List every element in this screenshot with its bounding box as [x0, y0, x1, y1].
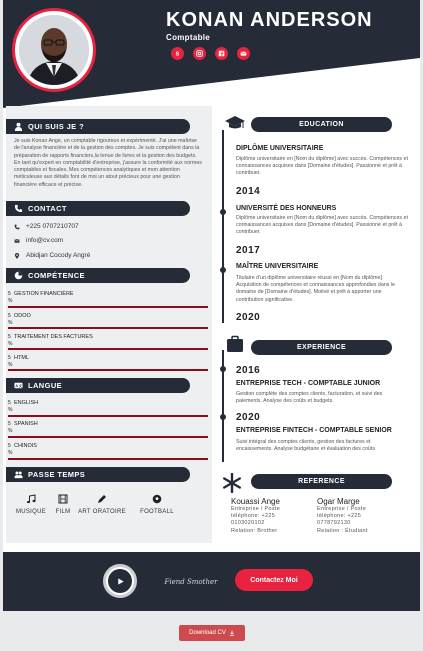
experience-description: Gestion complète des comptes clients, facturation, et suivi des paiements. Analyse des coûts et budgets. [236, 391, 383, 405]
language-bar-fill [8, 458, 208, 460]
hobbies-section-header [6, 467, 190, 482]
contact-email-row [14, 237, 63, 244]
reference-item [231, 497, 321, 535]
hobby-label: ART ORATOIRE [78, 509, 126, 515]
skill-bar [8, 348, 208, 350]
reference-name: Ogar Marge [317, 497, 360, 506]
svg-text:A: A [15, 384, 19, 389]
language-item [8, 400, 208, 413]
reference-position: Entreprise / Poste [317, 506, 367, 512]
asterisk-icon [222, 473, 242, 491]
phone-icon [14, 223, 21, 230]
education-header: EDUCATION [251, 117, 392, 132]
contact-address-row [14, 252, 90, 259]
hobby-label: MUSIQUE [15, 509, 47, 515]
reference-header: REFERENCE [251, 474, 392, 489]
footer [3, 552, 420, 611]
education-year: 2014 [236, 186, 261, 197]
person-role: Comptable [166, 33, 211, 42]
skill-bar-fill [8, 327, 208, 329]
download-cv-button[interactable] [179, 625, 245, 641]
reference-name: Kouassi Ange [231, 497, 280, 506]
experience-header: EXPERIENCE [251, 340, 392, 355]
reference-phone: 0103020102 [231, 520, 265, 527]
experience-title: ENTREPRISE FINTECH - COMPTABLE SENIOR [236, 427, 392, 434]
download-icon [229, 630, 235, 636]
svg-text:S: S [175, 51, 180, 57]
language-label: CHINOIS [14, 443, 37, 449]
contact-section-header [6, 201, 190, 216]
profile-photo [19, 15, 89, 85]
graduation-cap-icon [225, 114, 245, 132]
experience-description: Suivi intégral des comptes clients, gestion des factures et encaissements. Analyse budgétaire et évaluation des coûts [236, 439, 375, 453]
education-degree: UNIVERSITÉ DES HONNEURS [236, 205, 337, 212]
timeline-dot [220, 267, 226, 273]
skill-percent: 5 % [8, 313, 13, 326]
language-bar [8, 415, 208, 417]
contact-me-button[interactable]: Contactez Moi [235, 569, 313, 591]
contact-title: CONTACT [28, 204, 67, 213]
football-icon [133, 494, 181, 505]
skill-item [8, 355, 208, 368]
hobby-label: FOOTBALL [140, 509, 174, 515]
language-percent: 5 % [8, 400, 13, 413]
about-title: QUI SUIS JE ? [28, 122, 85, 131]
facebook-icon[interactable] [215, 47, 228, 60]
skill-label: TRAITEMENT DES FACTURES [14, 334, 93, 340]
about-section-header [6, 119, 190, 134]
education-year: 2017 [236, 245, 261, 256]
skill-label: ODOO [14, 313, 31, 319]
skill-label: HTML [14, 355, 29, 361]
resume-card [3, 0, 420, 611]
contact-email[interactable]: info@cv.com [26, 237, 64, 244]
skill-percent: 5 % [8, 355, 13, 368]
envelope-icon [14, 237, 21, 244]
skill-item [8, 291, 208, 304]
education-description: Titulaire d'un diplôme universitaire réussi en [Nom du diplôme]. Acquisition de compétences et connaissances approfondies dans le domaine de [Domaine d'études]. Motivé et prêt à apporter une contribution significative. [236, 275, 396, 303]
timeline-dot [220, 366, 226, 372]
skill-bar-fill [8, 306, 208, 308]
email-icon[interactable] [237, 47, 250, 60]
hobby-item [78, 494, 126, 515]
contact-phone-row [14, 223, 79, 230]
play-button[interactable] [103, 564, 137, 598]
reference-phone: 0778792130 [317, 520, 351, 527]
education-timeline [222, 130, 224, 323]
play-icon [116, 577, 125, 586]
language-bar [8, 458, 208, 460]
contact-phone[interactable]: +225 0707210707 [26, 223, 79, 230]
hobbies-title: PASSE TEMPS [28, 470, 86, 479]
language-label: SPANISH [14, 421, 38, 427]
skill-percent: 5 % [8, 334, 13, 347]
contact-address: Abidjan Cocody Angré [26, 252, 91, 259]
language-item [8, 421, 208, 434]
language-bar [8, 436, 208, 438]
timeline-dot [220, 209, 226, 215]
skill-bar [8, 327, 208, 329]
education-description: Diplôme universitaire en [Nom du diplôme] avec succès. Compétences et connaissances acquises dans [Domaine d'études]. Passionné et prêt à contribuer. [236, 156, 408, 177]
language-bar-fill [8, 436, 208, 438]
download-cv-label: Download CV [189, 630, 226, 636]
skills-section-header [6, 268, 190, 283]
language-section-header [6, 378, 190, 393]
language-icon [14, 381, 23, 390]
instagram-icon[interactable] [193, 47, 206, 60]
profile-photo-frame [12, 8, 96, 92]
skills-title: COMPÉTENCE [28, 271, 85, 280]
language-bar-fill [8, 415, 208, 417]
skill-bar-fill [8, 348, 208, 350]
skill-bar [8, 369, 208, 371]
hobby-label: FILM [55, 509, 71, 515]
timeline-dot [220, 414, 226, 420]
experience-year: 2020 [236, 412, 261, 423]
skill-item [8, 334, 208, 347]
reference-phone-label: téléphone: +225 [317, 513, 362, 520]
briefcase-icon [225, 335, 245, 353]
pie-chart-icon [14, 271, 23, 280]
reference-position: Entreprise / Poste [231, 506, 281, 512]
skype-icon[interactable] [171, 47, 184, 60]
svg-text:文: 文 [18, 384, 23, 389]
users-icon [14, 470, 23, 479]
about-text: Je suis Konan Ange, un comptable rigoureux et expérimenté. J'ai une maîtrise de l'analyse financière et de la gestion des comptes. Je suis compétent dans la préparation de rapports financiers,la tenue de livres et la gestion des budgets. En tant qu'expert en comptabilité d'entreprise, j'assure la conformité aux normes comptables et fiscales. Mes compétences analytiques et mon attention méticuleuse aux détails font de moi un atout précieux pour une gestion financière efficace et précise. [14, 138, 202, 188]
reference-relation: Relation : Étudiant [317, 527, 368, 534]
person-name: KONAN ANDERSON [166, 9, 373, 31]
education-degree: MAÎTRE UNIVERSITAIRE [236, 263, 319, 270]
education-degree: DIPLÔME UNIVERSITAIRE [236, 145, 324, 152]
phone-icon [14, 204, 23, 213]
reference-relation: Relation: Brother [231, 527, 278, 534]
language-title: LANGUE [28, 381, 63, 390]
education-year: 2020 [236, 312, 261, 323]
pen-icon [78, 494, 126, 505]
language-percent: 5 % [8, 421, 13, 434]
signature-text: Fiend Smother [164, 578, 218, 586]
skill-bar [8, 306, 208, 308]
reference-phone-label: téléphone: +225 [231, 513, 276, 520]
skill-bar-fill [8, 369, 208, 371]
skill-label: GESTION FINANCIÈRE [14, 291, 74, 297]
skill-percent: 5 % [8, 291, 13, 304]
user-icon [14, 122, 23, 131]
language-label: ENGLISH [14, 400, 39, 406]
education-description: Diplôme universitaire en [Nom du diplôme] avec succès. Compétences et connaissances acquises dans [Domaine d'études]. Passionné et prêt à contribuer. [236, 215, 408, 236]
reference-item [317, 497, 407, 535]
skill-item [8, 313, 208, 326]
language-item [8, 443, 208, 456]
location-pin-icon [14, 252, 21, 259]
experience-year: 2016 [236, 365, 261, 376]
signature [161, 572, 221, 590]
experience-title: ENTREPRISE TECH - COMPTABLE JUNIOR [236, 380, 381, 387]
hobby-item [133, 494, 181, 515]
language-percent: 5 % [8, 443, 13, 456]
